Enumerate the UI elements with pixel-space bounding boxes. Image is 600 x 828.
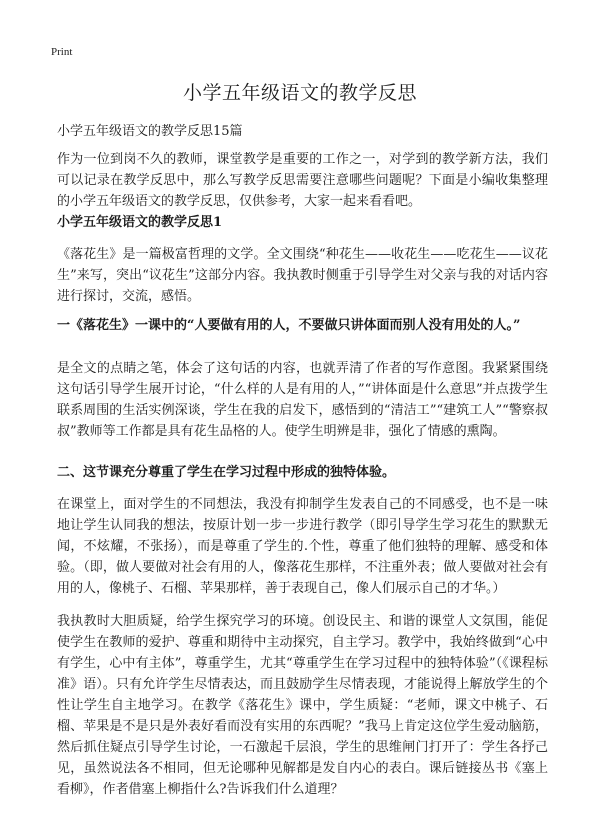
print-link[interactable]: Print xyxy=(51,46,73,58)
paragraph-4: 我执教时大胆质疑，给学生探究学习的环境。创设民主、和谐的课堂人文氛围，能促使学生在教师的爱护、尊重和期待中主动探究，自主学习。教学中，我始终做到“心中有学生，心中有主体”，尊重学生，尤其“尊重学生在学习过程中的独特体验”（《课程标准》语）。只有允许学生尽情表达，而且鼓励学生尽情表现，才能说得上解放学生的个性让学生自主地学习。在教学《落花生》课中，学生质疑：“老师，课文中桃子、石榴、苹果是不是只是外表好看而没有实用的东西呢？”我马上肯定这位学生爱动脑筋，然后抓住疑点引导学生讨论，一石激起千层浪，学生的思维闸门打开了：学生各抒己见，虽然说法各不相同，但无论哪种见解都是发自内心的表白。课后链接丛书《塞上看柳》，作者借塞上柳指什么?告诉我们什么道理？ xyxy=(57,614,548,797)
paragraph-2: 是全文的点睛之笔，体会了这句话的内容，也就弄清了作者的写作意图。我紧紧围绕这句话引导学生展开讨论，“什么样的人是有用的人，”“讲体面是什么意思”并点拨学生联系周围的生活实例深谈，学生在我的启发下，感悟到的“清洁工”“建筑工人”“警察叔叔”教师等工作都是具有花生品格的人。使学生明辨是非，强化了情感的熏陶。 xyxy=(57,361,548,439)
page-title: 小学五年级语文的教学反思 xyxy=(182,82,417,104)
paragraph-1: 《落花生》是一篇极富哲理的文学。全文围绕“种花生——收花生——吃花生——议花生”来写，突出“议花生”这部分内容。我执教时侧重于引导学生对父亲与我的对话内容进行探讨，交流，感悟。 xyxy=(57,247,548,304)
paragraph-3: 在课堂上，面对学生的不同想法，我没有抑制学生发表自己的不同感受，也不是一味地让学生认同我的想法，按原计划一步一步进行教学（即引导学生学习花生的默默无闻，不炫耀，不张扬），而是尊重了学生的.个性，尊重了他们独特的理解、感受和体验。（即，做人要做对社会有用的人，像落花生那样，不注重外表；做人要做对社会有用的人，像桃子、石榴、苹果那样，善于表现自己，像人们展示自己的才华。） xyxy=(57,497,548,596)
intro-paragraph: 作为一位到岗不久的教师，课堂教学是重要的工作之一，对学到的教学新方法，我们可以记录在教学反思中，那么写教学反思需要注意哪些问题呢？下面是小编收集整理的小学五年级语文的教学反思，仅供参考，大家一起来看看吧。 xyxy=(57,152,548,209)
article-subtitle: 小学五年级语文的教学反思15篇 xyxy=(57,124,243,139)
point-heading-1: 一《落花生》一课中的“人要做有用的人，不要做只讲体面而别人没有用处的人。” xyxy=(57,318,521,333)
point-heading-2: 二、这节课充分尊重了学生在学习过程中形成的独特体验。 xyxy=(57,465,396,480)
section-heading-1: 小学五年级语文的教学反思1 xyxy=(57,215,223,230)
